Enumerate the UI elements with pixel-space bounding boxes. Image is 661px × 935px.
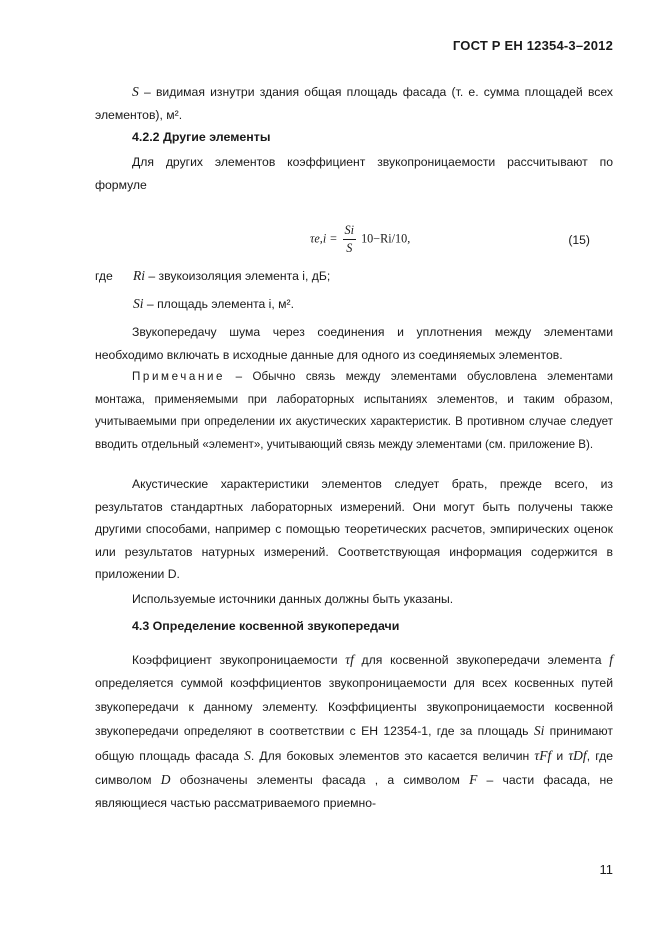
intro-paragraph — [95, 81, 613, 126]
document-header: ГОСТ Р ЕН 12354-3–2012 — [452, 38, 613, 53]
note-paragraph — [95, 366, 613, 456]
where-r-text: – звукоизоляция элемента i, дБ; — [145, 269, 331, 283]
var-tau-ff: τFf — [534, 747, 552, 763]
paragraph-data-sources: Используемые источники данных должны быть указаны. — [132, 592, 454, 606]
intro-text: – видимая изнутри здания общая площадь фасада (т. е. сумма площадей всех элементов), м². — [95, 85, 613, 122]
var-si-2: Si — [533, 723, 545, 739]
where-label: где — [95, 269, 113, 283]
formula-number: (15) — [568, 233, 590, 247]
var-si: Si — [133, 296, 144, 311]
var-tau-df: τDf — [568, 747, 587, 763]
where-r-line — [133, 265, 330, 288]
heading-4-2-2: 4.2.2 Другие элементы — [132, 130, 271, 144]
var-tau-f: τf — [345, 652, 354, 667]
formula-numerator: Si — [343, 222, 356, 240]
var-s: S — [132, 84, 139, 99]
note-text: – Обычно связь между элементами обусловлена элементами монтажа, применяемыми при лабораторных испытаниях элементов, и таким образом, учитываемыми при определении их акустических характеристик. В противном случае следует вводить отдельный «элемент», учитывающий связь между элементами (см. приложение В). — [95, 370, 613, 451]
paragraph-noise-transmission: Звукопередачу шума через соединения и уплотнения между элементами необходимо включать в исходные данные для одного из соединяемых элементов. — [95, 325, 613, 362]
formula-lhs: τe,i = — [310, 231, 341, 246]
var-s-2: S — [244, 747, 251, 763]
formula-power: 10−Ri/10 — [361, 231, 408, 246]
paragraph-other-elements: Для других элементов коэффициент звукопроницаемости рассчитывают по формуле — [95, 155, 613, 192]
formula-15 — [310, 222, 410, 262]
note-label: Примечание — [132, 370, 226, 383]
heading-4-3: 4.3 Определение косвенной звукопередачи — [132, 619, 400, 633]
formula-tail: , — [407, 231, 411, 246]
var-d: D — [160, 772, 171, 788]
where-s-line — [133, 293, 294, 316]
var-f: f — [609, 652, 613, 667]
where-s-text: – площадь элемента i, м². — [143, 297, 294, 311]
paragraph-flanking-transmission: Коэффициент звукопроницаемости τf для косвенной звукопередачи элемента f определяется суммой коэффициентов звукопроницаемости для всех косвенных путей звукопередачи к данному элементу. Коэффициенты звукопроницаемости косвенной звукопередачи определяют в соответствии с ЕН 12354-1, где за площадь Si принимают общую площадь фасада S. Для боковых элементов это касается величин τFf и τDf, где символом D обозначены элементы фасада , а символом F – части фасада, не являющиеся частью рассматриваемого приемно- — [95, 652, 614, 811]
formula-fraction — [343, 222, 356, 257]
var-F: F — [469, 772, 478, 788]
paragraph-acoustic-characteristics: Акустические характеристики элементов следует брать, прежде всего, из результатов стандартных лабораторных измерений. Они могут быть получены также другими способами, например с помощью теоретических расчетов, эмпирических оценок или результатов натурных измерений. Соответствующая информация содержится в приложении D. — [95, 477, 613, 582]
page-number: 11 — [599, 862, 613, 877]
formula-denominator: S — [346, 241, 353, 255]
var-ri: Ri — [133, 268, 145, 283]
